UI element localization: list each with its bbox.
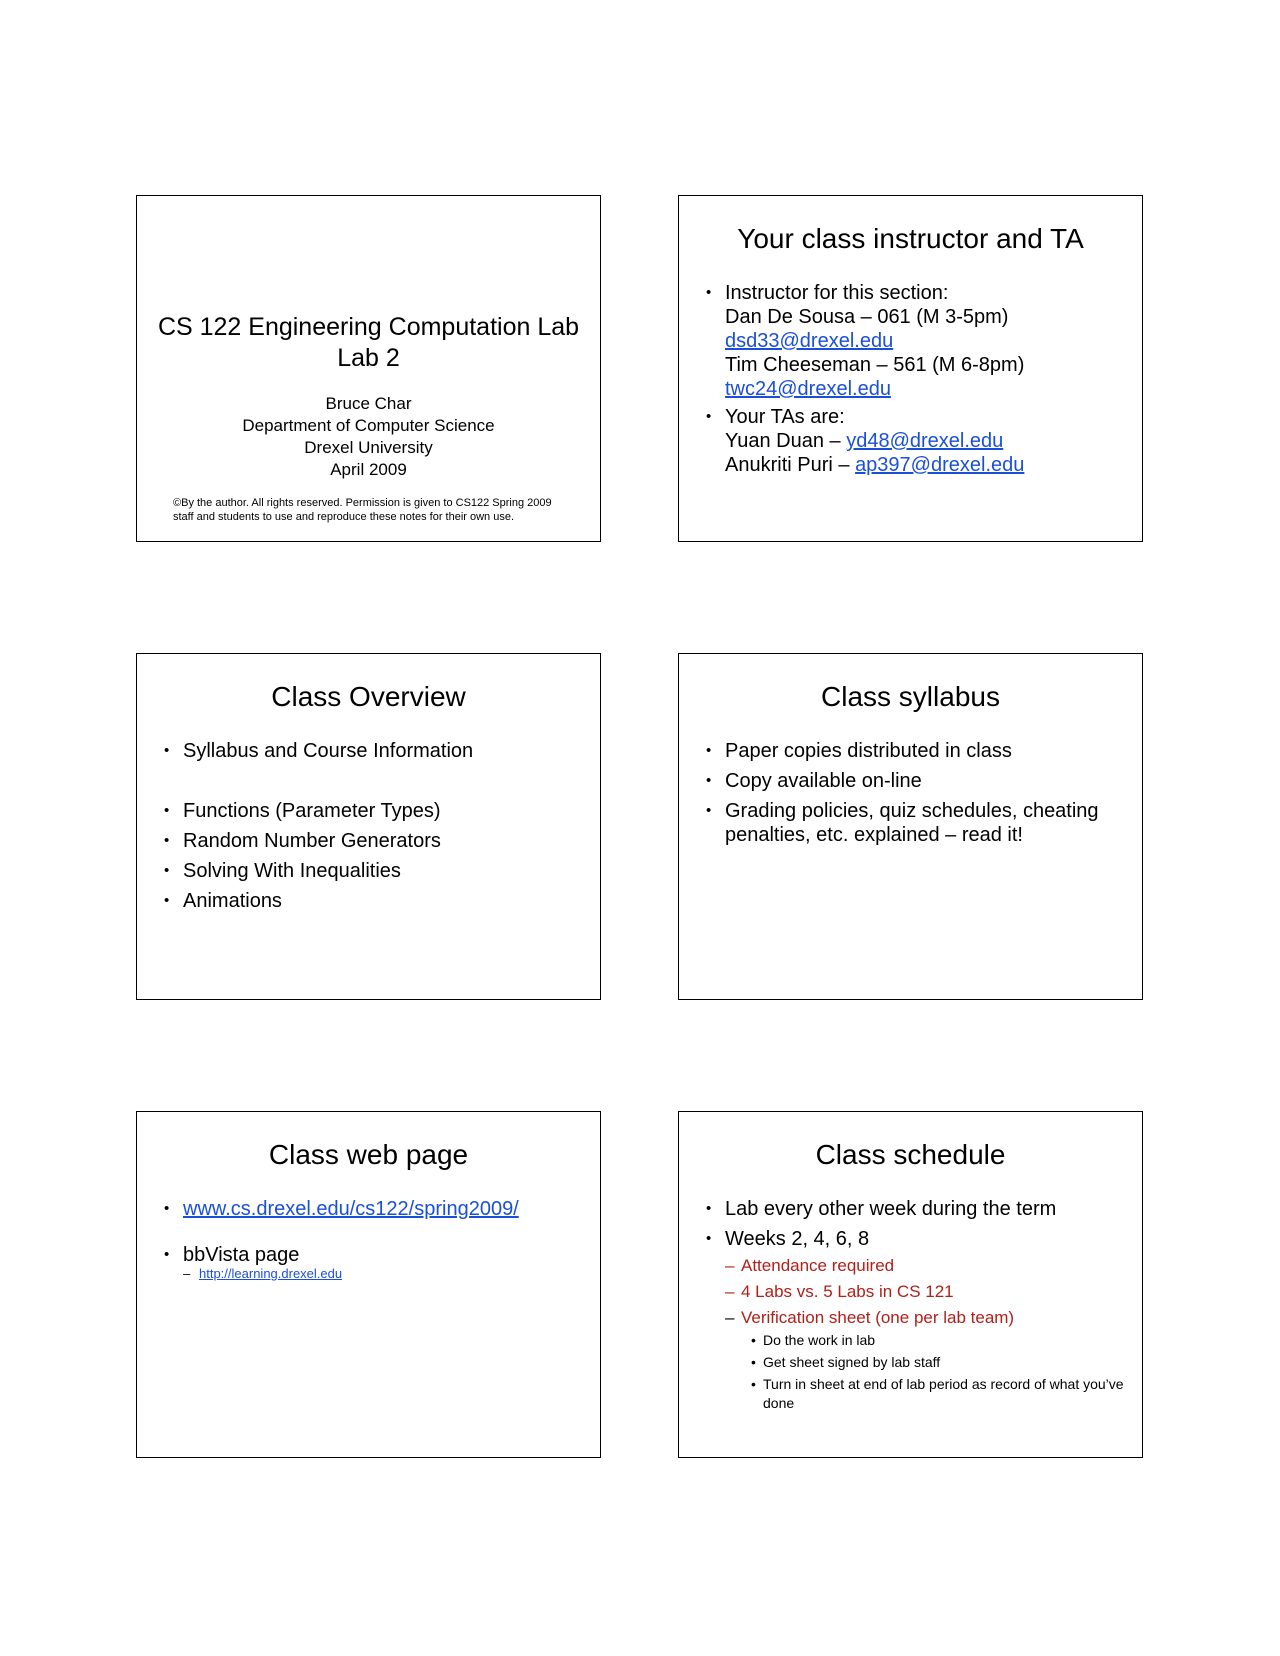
date: April 2009 <box>330 460 407 479</box>
sub-item: – Verification sheet (one per lab team) • Do the work in lab • Get sheet signed by lab staff • Turn in sheet at end of lab period as record of what you’ve done <box>725 1305 1128 1413</box>
email-link[interactable]: ap397@drexel.edu <box>855 454 1025 476</box>
sub-sub-item: • Do the work in lab <box>751 1331 1128 1350</box>
email-link[interactable]: yd48@drexel.edu <box>846 430 1004 452</box>
slide-web-page <box>136 1111 601 1458</box>
sub-sub-item: • Get sheet signed by lab staff <box>751 1353 1128 1372</box>
list-item: • Syllabus and Course Information <box>164 739 586 763</box>
author-block <box>137 393 600 481</box>
list-item <box>164 1199 586 1219</box>
slide-title <box>136 195 601 542</box>
list-item: • Weeks 2, 4, 6, 8 – Attendance required – 4 Labs vs. 5 Labs in CS 121 – Verification sheet (one per lab team) • Do the work in lab • Get sheet signed by lab staff • Turn in sheet at end of lab period as record of what you’ve done <box>706 1227 1128 1413</box>
university: Drexel University <box>304 438 433 457</box>
sub-list <box>725 1253 1128 1413</box>
list-item: • Functions (Parameter Types) <box>164 799 586 823</box>
slide-instructor-ta <box>678 195 1143 542</box>
list-item: • Lab every other week during the term <box>706 1197 1128 1221</box>
course-website-link[interactable]: www.cs.drexel.edu/cs122/spring2009/ <box>183 1198 519 1220</box>
sub-list <box>183 1265 586 1283</box>
bullet-list <box>164 1199 586 1283</box>
bbvista-link[interactable]: http://learning.drexel.edu <box>199 1266 343 1281</box>
bullet-list <box>706 1197 1128 1413</box>
list-item: • Paper copies distributed in class <box>706 739 1128 763</box>
sub-item: – 4 Labs vs. 5 Labs in CS 121 <box>725 1279 1128 1305</box>
list-item: • Solving With Inequalities <box>164 859 586 883</box>
list-item: • Animations <box>164 889 586 913</box>
sub-sub-item: • Turn in sheet at end of lab period as record of what you’ve done <box>751 1375 1128 1413</box>
slide-syllabus <box>678 653 1143 1000</box>
slide-heading: Class Overview <box>271 681 466 712</box>
bullet-list <box>706 281 1128 477</box>
slide-heading: Class schedule <box>815 1139 1006 1170</box>
sub-item: – Attendance required <box>725 1253 1128 1279</box>
bullet-list <box>164 739 586 913</box>
slide-heading: Your class instructor and TA <box>737 223 1084 254</box>
list-item: • Copy available on-line <box>706 769 1128 793</box>
list-item: • Your TAs are: Yuan Duan – yd48@drexel.edu Anukriti Puri – ap397@drexel.edu <box>706 405 1128 477</box>
bullet-list <box>706 739 1128 847</box>
list-item: • Random Number Generators <box>164 829 586 853</box>
email-link[interactable]: dsd33@drexel.edu <box>725 330 894 352</box>
sub-sub-list <box>751 1331 1128 1413</box>
list-item: • Grading policies, quiz schedules, cheating penalties, etc. explained – read it! <box>706 799 1128 847</box>
email-link[interactable]: twc24@drexel.edu <box>725 378 891 400</box>
list-item: • Instructor for this section: Dan De Sousa – 061 (M 3-5pm) dsd33@drexel.edu Tim Cheeseman – 561 (M 6-8pm) twc24@drexel.edu <box>706 281 1128 401</box>
lecture-title: CS 122 Engineering Computation Lab Lab 2 <box>157 313 580 372</box>
slide-heading: Class web page <box>268 1139 469 1170</box>
list-item: • bbVista page – http://learning.drexel.edu <box>164 1245 586 1283</box>
slide-heading: Class syllabus <box>821 681 1000 712</box>
sub-item <box>183 1265 586 1283</box>
department: Department of Computer Science <box>242 416 495 435</box>
author-name: Bruce Char <box>325 394 412 413</box>
slide-overview <box>136 653 601 1000</box>
copyright-notice: ©By the author. All rights reserved. Permission is given to CS122 Spring 2009 staff and students to use and reproduce these notes for their own use. <box>173 497 552 523</box>
slide-schedule <box>678 1111 1143 1458</box>
